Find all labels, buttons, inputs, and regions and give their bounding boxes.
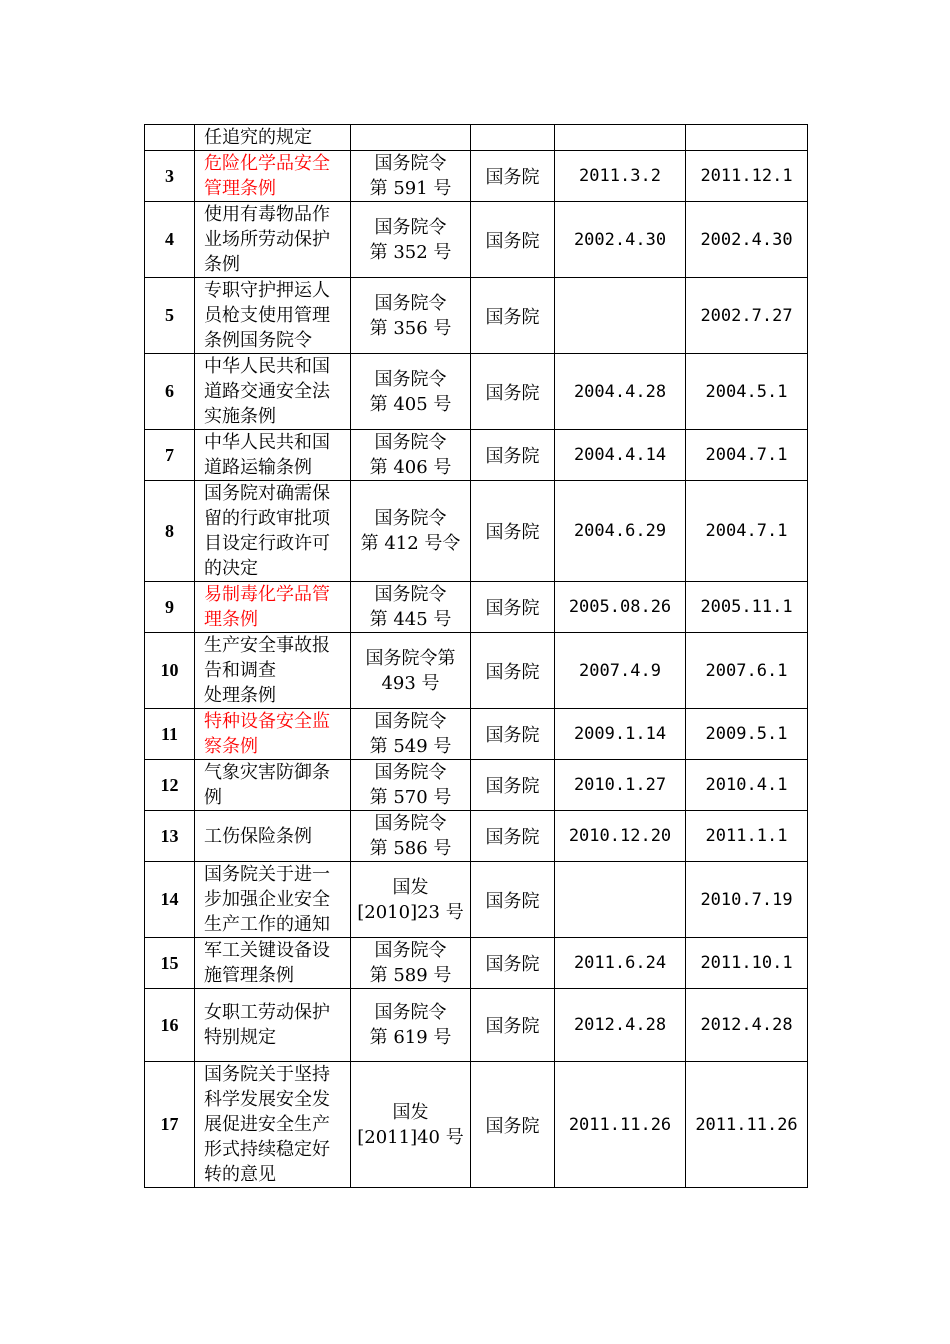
table-row: [145, 202, 808, 278]
issue-date-cell: 2005.08.26: [555, 582, 686, 633]
row-number-cell: 6: [145, 354, 195, 430]
document-number-cell: [351, 811, 471, 862]
regulation-name-line: 生产安全事故报: [204, 635, 330, 656]
document-number-cell: [351, 938, 471, 989]
regulation-name-line: 条例国务院令: [204, 330, 312, 351]
regulation-name-line: 国务院关于坚持: [204, 1064, 330, 1085]
row-number-cell: 14: [145, 862, 195, 938]
document-number-line: 第 586 号: [369, 838, 452, 859]
regulation-name-cell: [195, 709, 351, 760]
regulation-name-cell: [195, 989, 351, 1062]
regulations-table: [144, 124, 808, 1188]
document-number-line: 第 570 号: [369, 787, 452, 808]
issuer-cell: 国务院: [471, 633, 555, 709]
effective-date-cell: 2010.7.19: [686, 862, 808, 938]
regulation-name-line: 实施条例: [204, 406, 276, 427]
regulation-name-line: 处理条例: [204, 685, 276, 706]
regulation-name-line: 科学发展安全发: [204, 1089, 330, 1110]
table-row: [145, 481, 808, 582]
regulation-name-line: 任追究的规定: [204, 127, 312, 148]
regulation-name-line: 使用有毒物品作: [204, 204, 330, 225]
regulation-name-cell: [195, 862, 351, 938]
effective-date-cell: 2012.4.28: [686, 989, 808, 1062]
regulation-name-line: 的决定: [204, 558, 258, 579]
issue-date-cell: [555, 125, 686, 151]
table-row: [145, 633, 808, 709]
regulation-name-line: 展促进安全生产: [204, 1114, 330, 1135]
regulation-name-cell: [195, 633, 351, 709]
issuer-cell: [471, 125, 555, 151]
row-number-cell: 4: [145, 202, 195, 278]
issuer-cell: 国务院: [471, 709, 555, 760]
effective-date-cell: 2004.7.1: [686, 481, 808, 582]
document-number-cell: [351, 278, 471, 354]
table-row: [145, 811, 808, 862]
row-number-cell: 13: [145, 811, 195, 862]
document-number-line: 第 445 号: [369, 609, 452, 630]
document-number-line: [2010]23 号: [357, 901, 464, 923]
document-number-cell: [351, 633, 471, 709]
regulation-name-line: 例: [204, 787, 222, 808]
regulation-name-cell: [195, 151, 351, 202]
issue-date-cell: 2002.4.30: [555, 202, 686, 278]
regulation-name-line: 中华人民共和国: [204, 356, 330, 377]
issuer-cell: 国务院: [471, 278, 555, 354]
document-number-line: 国务院令: [374, 1002, 447, 1023]
table-row: [145, 125, 808, 151]
regulation-name-line: 步加强企业安全: [204, 889, 330, 910]
regulation-name-line: 转的意见: [204, 1164, 276, 1185]
table-row: [145, 430, 808, 481]
regulation-name-line: 中华人民共和国: [204, 432, 330, 453]
table-row: [145, 709, 808, 760]
regulation-name-cell: [195, 354, 351, 430]
row-number-cell: 10: [145, 633, 195, 709]
row-number-cell: 3: [145, 151, 195, 202]
row-number-cell: 12: [145, 760, 195, 811]
document-number-line: 第 589 号: [369, 965, 452, 986]
effective-date-cell: 2011.12.1: [686, 151, 808, 202]
regulation-name-line: 道路运输条例: [204, 457, 312, 478]
effective-date-cell: 2011.1.1: [686, 811, 808, 862]
table-row: [145, 354, 808, 430]
regulations-table-body: [145, 125, 808, 1188]
issuer-cell: 国务院: [471, 430, 555, 481]
regulation-name-line: 危险化学品安全: [204, 153, 330, 174]
row-number-cell: 17: [145, 1062, 195, 1188]
regulation-name-line: 特别规定: [204, 1027, 276, 1048]
document-number-line: 国务院令: [374, 153, 447, 174]
issue-date-cell: 2004.4.14: [555, 430, 686, 481]
document-number-line: 国务院令: [374, 584, 447, 605]
regulation-name-line: 国务院关于进一: [204, 864, 330, 885]
document-number-line: 国务院令: [374, 368, 447, 390]
issuer-cell: 国务院: [471, 938, 555, 989]
issuer-cell: 国务院: [471, 811, 555, 862]
regulation-name-line: 工伤保险条例: [204, 825, 312, 847]
document-number-line: 国务院令: [374, 762, 447, 783]
effective-date-cell: 2011.10.1: [686, 938, 808, 989]
regulation-name-cell: [195, 202, 351, 278]
row-number-cell: 7: [145, 430, 195, 481]
regulation-name-line: 业场所劳动保护: [204, 229, 330, 250]
row-number-cell: 9: [145, 582, 195, 633]
document-number-line: 第 352 号: [369, 241, 452, 263]
document-number-line: 国发: [392, 1101, 429, 1123]
document-number-line: 第 591 号: [369, 178, 452, 199]
table-row: [145, 1062, 808, 1188]
table-row: [145, 989, 808, 1062]
issuer-cell: 国务院: [471, 151, 555, 202]
effective-date-cell: 2011.11.26: [686, 1062, 808, 1188]
issuer-cell: 国务院: [471, 1062, 555, 1188]
effective-date-cell: 2009.5.1: [686, 709, 808, 760]
document-number-line: 国发: [392, 876, 429, 898]
document-number-line: 国务院令: [374, 432, 447, 453]
issue-date-cell: 2010.12.20: [555, 811, 686, 862]
document-number-cell: [351, 202, 471, 278]
document-number-line: 第 406 号: [369, 457, 452, 478]
issue-date-cell: 2010.1.27: [555, 760, 686, 811]
document-number-cell: [351, 709, 471, 760]
document-number-cell: [351, 481, 471, 582]
effective-date-cell: 2005.11.1: [686, 582, 808, 633]
document-number-line: 国务院令: [374, 292, 447, 314]
document-number-line: 第 549 号: [369, 736, 452, 757]
document-number-cell: [351, 989, 471, 1062]
regulation-name-cell: [195, 1062, 351, 1188]
row-number-cell: 5: [145, 278, 195, 354]
table-row: [145, 278, 808, 354]
row-number-cell: [145, 125, 195, 151]
issue-date-cell: 2011.6.24: [555, 938, 686, 989]
document-number-cell: [351, 1062, 471, 1188]
regulation-name-line: 理条例: [204, 609, 258, 630]
issue-date-cell: 2011.11.26: [555, 1062, 686, 1188]
table-row: [145, 760, 808, 811]
document-number-line: 第 619 号: [369, 1027, 452, 1048]
issuer-cell: 国务院: [471, 989, 555, 1062]
issuer-cell: 国务院: [471, 354, 555, 430]
document-number-cell: [351, 430, 471, 481]
effective-date-cell: 2002.7.27: [686, 278, 808, 354]
regulation-name-line: 道路交通安全法: [204, 381, 330, 402]
document-number-cell: [351, 354, 471, 430]
regulation-name-line: 留的行政审批项: [204, 508, 330, 529]
effective-date-cell: 2002.4.30: [686, 202, 808, 278]
row-number-cell: 15: [145, 938, 195, 989]
table-row: [145, 151, 808, 202]
regulation-name-line: 员枪支使用管理: [204, 305, 330, 326]
document-number-line: 国务院令第: [365, 647, 456, 669]
regulation-name-line: 女职工劳动保护: [204, 1002, 330, 1023]
row-number-cell: 8: [145, 481, 195, 582]
regulation-name-cell: [195, 278, 351, 354]
regulation-name-line: 施管理条例: [204, 965, 294, 986]
document-number-line: 国务院令: [374, 508, 447, 529]
issuer-cell: 国务院: [471, 202, 555, 278]
document-number-cell: [351, 760, 471, 811]
table-row: [145, 862, 808, 938]
regulation-name-line: 军工关键设备设: [204, 940, 330, 961]
effective-date-cell: 2007.6.1: [686, 633, 808, 709]
regulation-name-line: 条例: [204, 254, 240, 275]
issuer-cell: 国务院: [471, 862, 555, 938]
regulation-name-cell: [195, 481, 351, 582]
document-number-cell: [351, 151, 471, 202]
document-number-line: [2011]40 号: [357, 1126, 464, 1148]
regulation-name-line: 察条例: [204, 736, 258, 757]
table-row: [145, 938, 808, 989]
document-number-cell: [351, 125, 471, 151]
document-number-line: 国务院令: [374, 216, 447, 238]
regulation-name-line: 目设定行政许可: [204, 533, 330, 554]
table-row: [145, 582, 808, 633]
document-number-line: 第 412 号令: [360, 533, 461, 554]
regulation-name-cell: [195, 582, 351, 633]
effective-date-cell: 2010.4.1: [686, 760, 808, 811]
document-number-line: 第 356 号: [369, 317, 452, 339]
issue-date-cell: 2011.3.2: [555, 151, 686, 202]
issue-date-cell: 2009.1.14: [555, 709, 686, 760]
regulation-name-line: 气象灾害防御条: [204, 762, 330, 783]
issue-date-cell: 2007.4.9: [555, 633, 686, 709]
effective-date-cell: [686, 125, 808, 151]
regulation-name-line: 特种设备安全监: [204, 711, 330, 732]
issue-date-cell: [555, 862, 686, 938]
issue-date-cell: [555, 278, 686, 354]
regulation-name-line: 形式持续稳定好: [204, 1139, 330, 1160]
row-number-cell: 16: [145, 989, 195, 1062]
regulation-name-cell: [195, 430, 351, 481]
regulation-name-cell: [195, 125, 351, 151]
regulation-name-line: 国务院对确需保: [204, 483, 330, 504]
document-number-cell: [351, 862, 471, 938]
issue-date-cell: 2004.4.28: [555, 354, 686, 430]
effective-date-cell: 2004.7.1: [686, 430, 808, 481]
document-number-line: 493 号: [381, 672, 440, 694]
issuer-cell: 国务院: [471, 481, 555, 582]
document-number-line: 国务院令: [374, 711, 447, 732]
regulation-name-cell: [195, 811, 351, 862]
regulation-name-cell: [195, 938, 351, 989]
effective-date-cell: 2004.5.1: [686, 354, 808, 430]
document-number-line: 第 405 号: [369, 393, 452, 415]
regulation-name-cell: [195, 760, 351, 811]
document-number-line: 国务院令: [374, 813, 447, 834]
issue-date-cell: 2012.4.28: [555, 989, 686, 1062]
row-number-cell: 11: [145, 709, 195, 760]
issuer-cell: 国务院: [471, 582, 555, 633]
document-number-cell: [351, 582, 471, 633]
regulation-name-line: 专职守护押运人: [204, 280, 330, 301]
document-number-line: 国务院令: [374, 940, 447, 961]
regulation-name-line: 易制毒化学品管: [204, 584, 330, 605]
issue-date-cell: 2004.6.29: [555, 481, 686, 582]
regulation-name-line: 告和调查: [204, 660, 276, 681]
issuer-cell: 国务院: [471, 760, 555, 811]
regulation-name-line: 管理条例: [204, 178, 276, 199]
regulation-name-line: 生产工作的通知: [204, 914, 330, 935]
